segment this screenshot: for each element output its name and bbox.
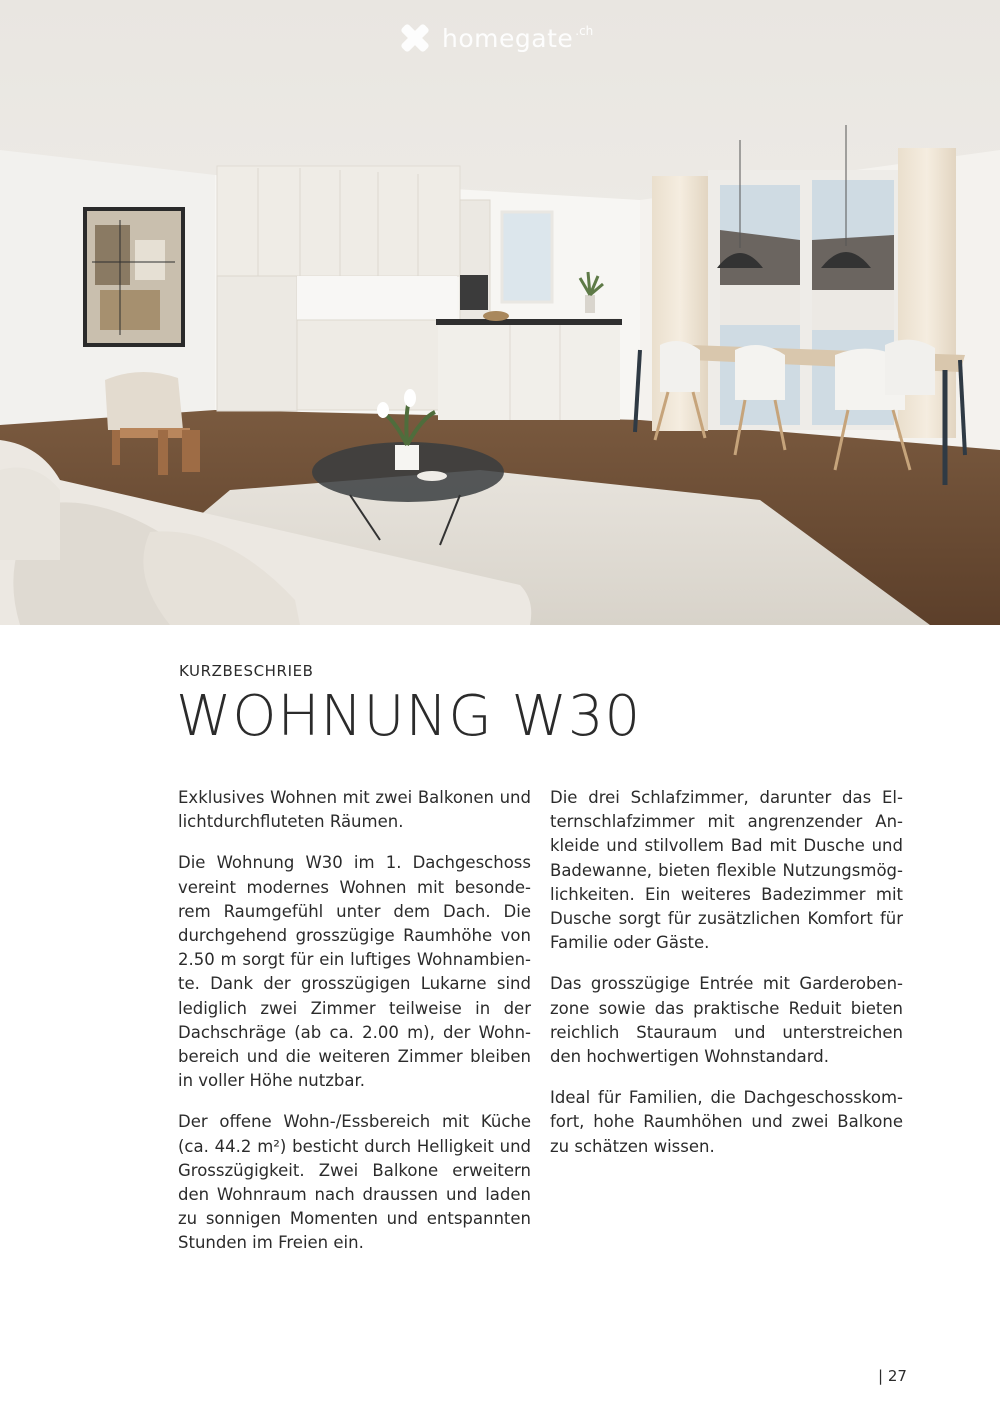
brand-name: homegate [442,23,574,53]
text-column-left [178,786,531,1273]
paragraph: Die Wohnung W30 im 1. Dachgeschoss vereint modernes Wohnen mit besonderem Raumgefühl unter dem Dach. Die durchgehend grosszügige Raumhöhe von 2.50 m sorgt für ein luftiges Wohnambiente. Dank der grosszügigen Lukarne sind lediglich zwei Zimmer teilweise in der Dachschräge (ab ca. 2.00 m), der Wohnbereich und die weiteren Zimmer bleiben in voller Höhe nutzbar. [178,853,531,1091]
text-column-right [550,786,903,1176]
page-title: WOHNUNG W30 [176,684,642,749]
interior-rendering [0,0,1000,625]
paragraph: Der offene Wohn-/Essbereich mit Küche (ca. 44.2 m²) besticht durch Helligkeit und Grosszügigkeit. Zwei Balkone erweitern den Wohnraum nach draussen und laden zu sonnigen Momenten und entspannten Stunden im Freien ein. [178,1112,531,1253]
paragraph: Das grosszügige Entrée mit Garderobenzone sowie das praktische Reduit bieten reichlich Stauraum und unterstreichen den hochwertigen Wohnstandard. [550,974,903,1067]
hero-photo [0,0,1000,625]
paragraph: Die drei Schlafzimmer, darunter das Elternschlafzimmer mit angrenzender Ankleide und stilvollem Bad mit Dusche und Badewanne, bieten flexible Nutzungsmöglichkeiten. Ein weiteres Badezimmer mit Dusche sorgt für zusätzlichen Komfort für Familie oder Gäste. [550,788,903,953]
paragraph: Exklusives Wohnen mit zwei Balkonen und lichtdurchfluteten Räumen. [178,788,531,832]
homegate-logo [398,20,593,56]
brand-tld: .ch [575,24,594,38]
section-eyebrow: KURZBESCHRIEB [179,662,314,680]
homegate-cross-icon [398,21,432,55]
page-number: | 27 [878,1367,907,1385]
paragraph: Ideal für Familien, die Dachgeschosskomfort, hohe Raumhöhen und zwei Balkone zu schätzen wissen. [550,1088,903,1156]
